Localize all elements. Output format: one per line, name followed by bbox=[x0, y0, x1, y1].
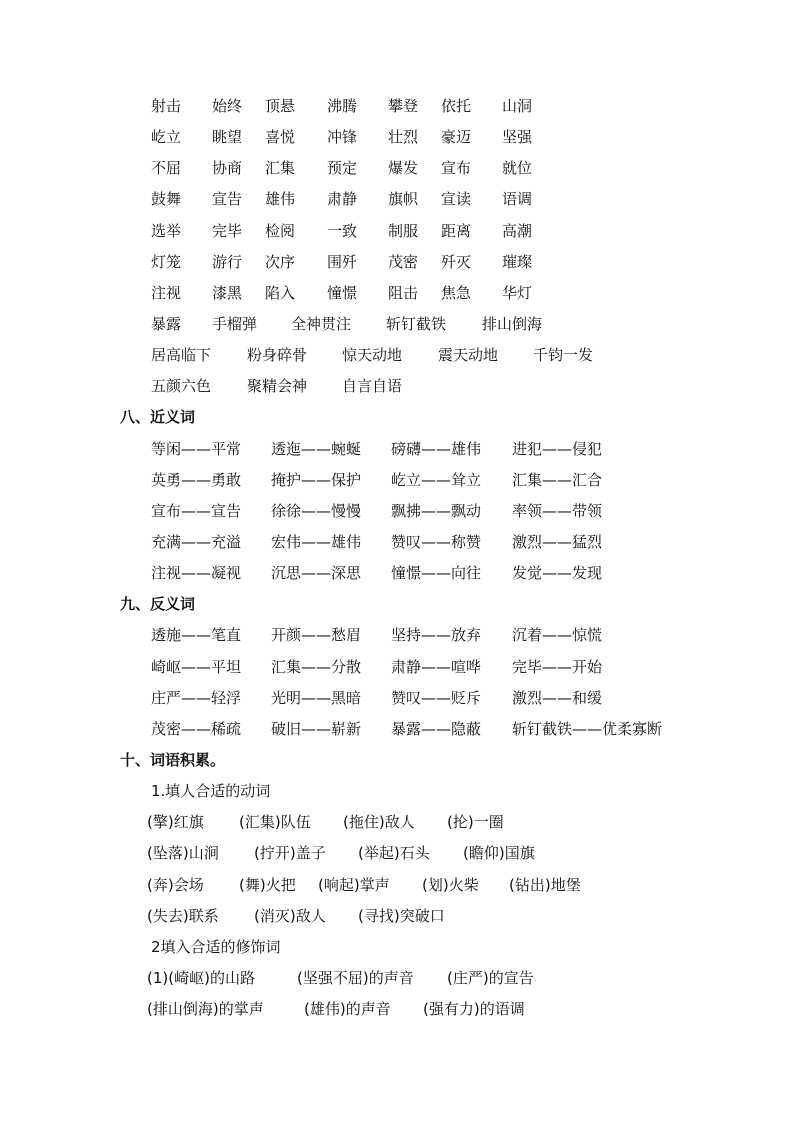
section-heading-accumulation: 十、词语积累。 bbox=[120, 751, 226, 769]
word: 始终 bbox=[212, 97, 243, 115]
antonym-pair: 沉着——惊慌 bbox=[512, 626, 603, 644]
phrase: 震天动地 bbox=[438, 346, 499, 364]
synonym-pair: 宏伟——雄伟 bbox=[271, 533, 362, 551]
word: 旗帜 bbox=[388, 190, 419, 208]
word: 宣读 bbox=[441, 190, 472, 208]
modifier-phrase: (雄伟)的声音 bbox=[304, 1000, 391, 1018]
antonym-pair: 透施——笔直 bbox=[151, 626, 242, 644]
word: 沸腾 bbox=[327, 97, 358, 115]
word: 璀璨 bbox=[502, 253, 533, 271]
phrase: 斩钉截铁 bbox=[386, 315, 447, 333]
synonym-pair: 等闲——平常 bbox=[151, 440, 242, 458]
word: 顶悬 bbox=[265, 97, 296, 115]
subsection-title-verbs: 1.填人合适的动词 bbox=[151, 782, 271, 800]
word: 陷入 bbox=[265, 284, 296, 302]
word: 鼓舞 bbox=[151, 190, 182, 208]
word: 眺望 bbox=[212, 128, 243, 146]
phrase: 手榴弹 bbox=[212, 315, 258, 333]
phrase: 粉身碎骨 bbox=[247, 346, 308, 364]
word: 围歼 bbox=[327, 253, 358, 271]
word: 灯笼 bbox=[151, 253, 182, 271]
verb-phrase: (奔)会场 bbox=[147, 876, 204, 894]
word: 坚强 bbox=[502, 128, 533, 146]
word: 山洞 bbox=[502, 97, 533, 115]
word: 检阅 bbox=[265, 222, 296, 240]
modifier-phrase: (1)(崎岖)的山路 bbox=[147, 969, 255, 987]
antonym-pair: 光明——黑暗 bbox=[271, 689, 362, 707]
word: 雄伟 bbox=[265, 190, 296, 208]
verb-phrase: (抡)一圈 bbox=[447, 813, 504, 831]
antonym-pair: 肃静——喧哗 bbox=[391, 658, 482, 676]
word: 肃静 bbox=[327, 190, 358, 208]
word: 依托 bbox=[441, 97, 472, 115]
verb-phrase: (举起)石头 bbox=[358, 844, 430, 862]
synonym-pair: 屹立——耸立 bbox=[391, 471, 482, 489]
antonym-pair: 斩钉截铁——优柔寡断 bbox=[512, 720, 663, 738]
synonym-pair: 赞叹——称赞 bbox=[391, 533, 482, 551]
synonym-pair: 率领——带领 bbox=[512, 502, 603, 520]
synonym-pair: 透迤——蜿蜒 bbox=[271, 440, 362, 458]
word: 就位 bbox=[502, 159, 533, 177]
word: 完毕 bbox=[212, 222, 243, 240]
phrase: 暴露 bbox=[151, 315, 182, 333]
word: 语调 bbox=[502, 190, 533, 208]
synonym-pair: 宣布——宣告 bbox=[151, 502, 242, 520]
word: 协商 bbox=[212, 159, 243, 177]
word: 一致 bbox=[327, 222, 358, 240]
word: 高潮 bbox=[502, 222, 533, 240]
antonym-pair: 茂密——稀疏 bbox=[151, 720, 242, 738]
synonym-pair: 飘拂——飘动 bbox=[391, 502, 482, 520]
synonym-pair: 憧憬——向往 bbox=[391, 564, 482, 582]
section-heading-synonyms: 八、近义词 bbox=[120, 408, 196, 426]
synonym-pair: 磅礴——雄伟 bbox=[391, 440, 482, 458]
antonym-pair: 坚持——放弃 bbox=[391, 626, 482, 644]
subsection-title-modifiers: 2填入合适的修饰词 bbox=[151, 938, 281, 956]
word: 阻击 bbox=[388, 284, 419, 302]
verb-phrase: (划)火柴 bbox=[422, 876, 479, 894]
modifier-phrase: (庄严)的宣告 bbox=[447, 969, 534, 987]
verb-phrase: (寻找)突破口 bbox=[358, 907, 445, 925]
phrase: 聚精会神 bbox=[247, 377, 308, 395]
antonym-pair: 破旧——崭新 bbox=[271, 720, 362, 738]
synonym-pair: 充满——充溢 bbox=[151, 533, 242, 551]
phrase: 全神贯注 bbox=[291, 315, 352, 333]
verb-phrase: (舞)火把 bbox=[239, 876, 296, 894]
antonym-pair: 完毕——开始 bbox=[512, 658, 603, 676]
phrase: 居高临下 bbox=[151, 346, 212, 364]
verb-phrase: (瞻仰)国旗 bbox=[463, 844, 535, 862]
word: 制服 bbox=[388, 222, 419, 240]
verb-phrase: (响起)掌声 bbox=[318, 876, 390, 894]
word: 华灯 bbox=[502, 284, 533, 302]
phrase: 五颜六色 bbox=[151, 377, 212, 395]
word: 豪迈 bbox=[441, 128, 472, 146]
phrase: 排山倒海 bbox=[482, 315, 543, 333]
antonym-pair: 激烈——和缓 bbox=[512, 689, 603, 707]
word: 屹立 bbox=[151, 128, 182, 146]
antonym-pair: 庄严——轻浮 bbox=[151, 689, 242, 707]
word: 漆黑 bbox=[212, 284, 243, 302]
word: 爆发 bbox=[388, 159, 419, 177]
word: 冲锋 bbox=[327, 128, 358, 146]
antonym-pair: 赞叹——贬斥 bbox=[391, 689, 482, 707]
modifier-phrase: (排山倒海)的掌声 bbox=[147, 1000, 264, 1018]
word: 焦急 bbox=[441, 284, 472, 302]
word: 宣布 bbox=[441, 159, 472, 177]
synonym-pair: 徐徐——慢慢 bbox=[271, 502, 362, 520]
word: 憧憬 bbox=[327, 284, 358, 302]
word: 歼灭 bbox=[441, 253, 472, 271]
synonym-pair: 英勇——勇敢 bbox=[151, 471, 242, 489]
verb-phrase: (擎)红旗 bbox=[147, 813, 204, 831]
phrase: 自言自语 bbox=[342, 377, 403, 395]
phrase: 千钧一发 bbox=[533, 346, 594, 364]
synonym-pair: 汇集——汇合 bbox=[512, 471, 603, 489]
word: 壮烈 bbox=[388, 128, 419, 146]
word: 注视 bbox=[151, 284, 182, 302]
word: 游行 bbox=[212, 253, 243, 271]
word: 选举 bbox=[151, 222, 182, 240]
word: 攀登 bbox=[388, 97, 419, 115]
word: 喜悦 bbox=[265, 128, 296, 146]
modifier-phrase: (坚强不屈)的声音 bbox=[297, 969, 414, 987]
word: 不屈 bbox=[151, 159, 182, 177]
word: 次序 bbox=[265, 253, 296, 271]
verb-phrase: (汇集)队伍 bbox=[239, 813, 311, 831]
section-heading-antonyms: 九、反义词 bbox=[120, 595, 196, 613]
synonym-pair: 沉思——深思 bbox=[271, 564, 362, 582]
synonym-pair: 注视——凝视 bbox=[151, 564, 242, 582]
antonym-pair: 开颜——愁眉 bbox=[271, 626, 362, 644]
synonym-pair: 激烈——猛烈 bbox=[512, 533, 603, 551]
antonym-pair: 崎岖——平坦 bbox=[151, 658, 242, 676]
word: 距离 bbox=[441, 222, 472, 240]
verb-phrase: (拖住)敌人 bbox=[343, 813, 415, 831]
verb-phrase: (坠落)山涧 bbox=[147, 844, 219, 862]
verb-phrase: (失去)联系 bbox=[147, 907, 219, 925]
word: 汇集 bbox=[265, 159, 296, 177]
synonym-pair: 发觉——发现 bbox=[512, 564, 603, 582]
modifier-phrase: (强有力)的语调 bbox=[423, 1000, 525, 1018]
word: 预定 bbox=[327, 159, 358, 177]
antonym-pair: 汇集——分散 bbox=[271, 658, 362, 676]
phrase: 惊天动地 bbox=[342, 346, 403, 364]
word: 宣告 bbox=[212, 190, 243, 208]
synonym-pair: 掩护——保护 bbox=[271, 471, 362, 489]
word: 茂密 bbox=[388, 253, 419, 271]
antonym-pair: 暴露——隐蔽 bbox=[391, 720, 482, 738]
synonym-pair: 进犯——侵犯 bbox=[512, 440, 603, 458]
verb-phrase: (拧开)盖子 bbox=[254, 844, 326, 862]
verb-phrase: (钻出)地堡 bbox=[509, 876, 581, 894]
verb-phrase: (消灭)敌人 bbox=[254, 907, 326, 925]
word: 射击 bbox=[151, 97, 182, 115]
